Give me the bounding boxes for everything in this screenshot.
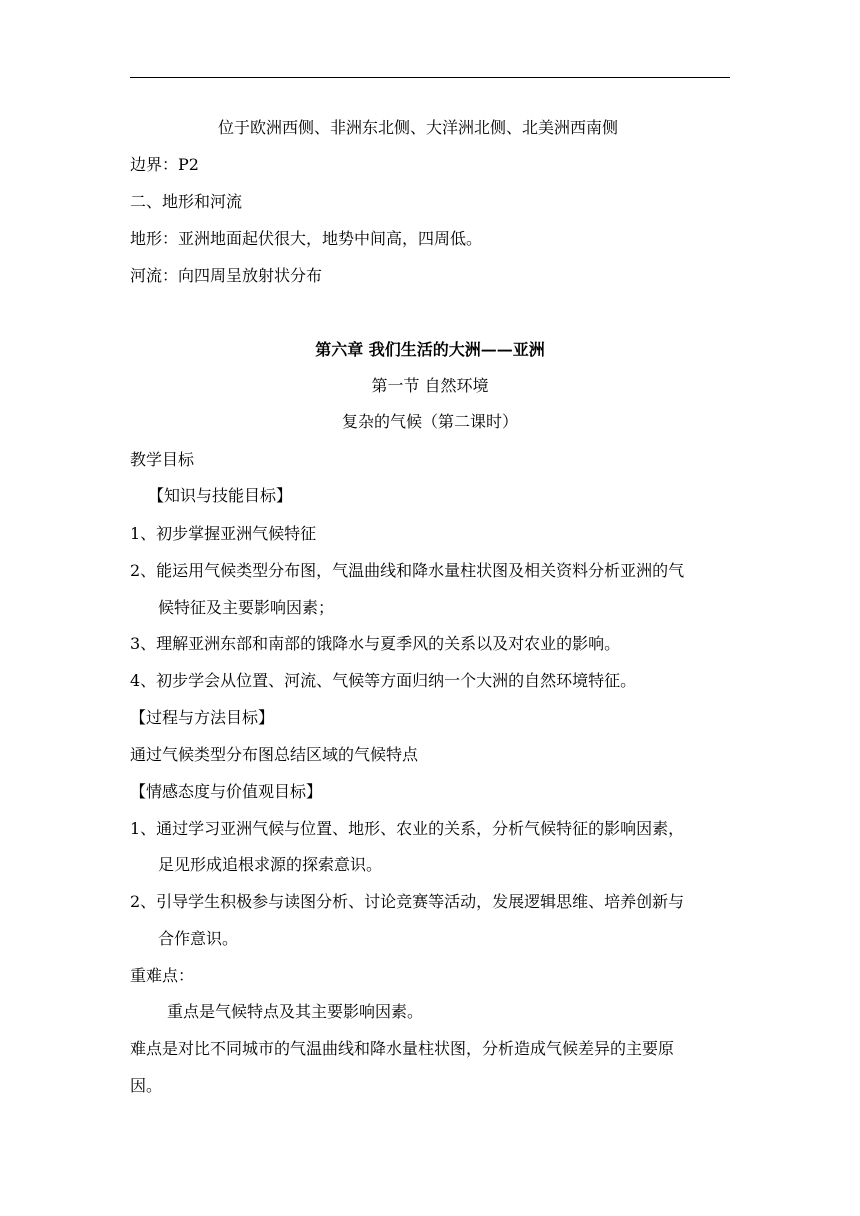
section-title: 第一节 自然环境	[371, 376, 489, 395]
knowledge-skills-heading: 【知识与技能目标】	[148, 486, 293, 505]
emotion-item-2: 2、引导学生积极参与读图分析、讨论竞赛等活动，发展逻辑思维、培养创新与	[130, 892, 685, 911]
knowledge-item-2-continued: 候特征及主要影响因素；	[158, 598, 335, 617]
process-method-heading: 【过程与方法目标】	[130, 708, 275, 727]
difficult-point-text-continued: 因。	[130, 1076, 163, 1095]
emotion-item-1: 1、通过学习亚洲气候与位置、地形、农业的关系，分析气候特征的影响因素，	[130, 819, 685, 838]
chapter-title: 第六章 我们生活的大洲——亚洲	[315, 340, 545, 359]
key-point-text: 重点是气候特点及其主要影响因素。	[167, 1002, 424, 1021]
section-heading-terrain-rivers: 二、地形和河流	[130, 192, 243, 211]
emotion-item-2-continued: 合作意识。	[158, 929, 239, 948]
key-points-heading: 重难点：	[130, 966, 195, 985]
header-rule	[130, 77, 730, 78]
knowledge-item-1: 1、初步掌握亚洲气候特征	[130, 524, 317, 543]
knowledge-item-2: 2、能运用气候类型分布图，气温曲线和降水量柱状图及相关资料分析亚洲的气	[130, 561, 685, 580]
teaching-goals-heading: 教学目标	[130, 450, 195, 469]
emotion-values-heading: 【情感态度与价值观目标】	[130, 782, 323, 801]
difficult-point-text: 难点是对比不同城市的气温曲线和降水量柱状图，分析造成气候差异的主要原	[130, 1039, 675, 1058]
knowledge-item-4: 4、初步学会从位置、河流、气候等方面归纳一个大洲的自然环境特征。	[130, 671, 637, 690]
location-text: 位于欧洲西侧、非洲东北侧、大洋洲北侧、北美洲西南侧	[218, 118, 619, 137]
lesson-title: 复杂的气候（第二课时）	[341, 412, 518, 431]
rivers-text: 河流：向四周呈放射状分布	[130, 266, 323, 285]
boundary-text: 边界：P2	[130, 155, 199, 174]
terrain-text: 地形：亚洲地面起伏很大，地势中间高，四周低。	[130, 229, 483, 248]
emotion-item-1-continued: 足见形成追根求源的探索意识。	[158, 855, 383, 874]
knowledge-item-3: 3、理解亚洲东部和南部的饿降水与夏季风的关系以及对农业的影响。	[130, 634, 621, 653]
process-method-text: 通过气候类型分布图总结区域的气候特点	[130, 745, 419, 764]
